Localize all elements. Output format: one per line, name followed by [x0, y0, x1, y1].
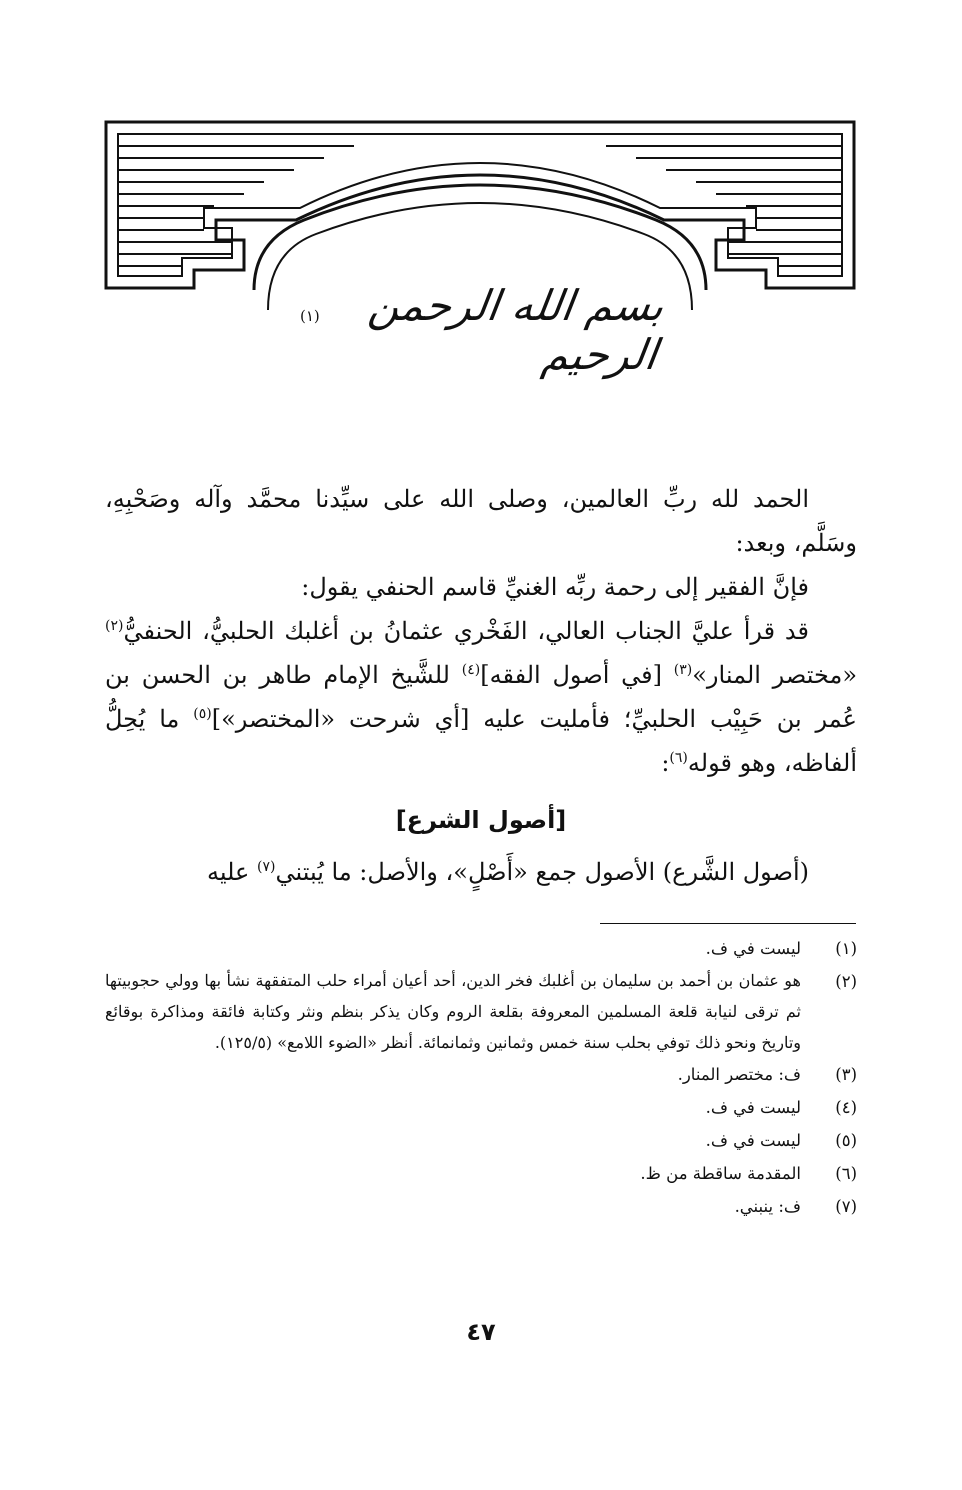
basmala-footnote-ref: (١): [300, 307, 320, 325]
section-text-a: (أصول الشَّرع) الأصول جمع «أَصْلٍ»، والأصل: ما يُبتني: [275, 858, 809, 886]
footnote-ref-4: (٤): [461, 662, 481, 678]
footnote-item: [105, 1190, 857, 1223]
intro-p3-text-f: :: [661, 749, 670, 777]
footnote-number: (٧): [835, 1197, 857, 1216]
section-text-b: عليه: [206, 858, 257, 886]
page-number: ٤٧: [466, 1318, 496, 1346]
footnote-ref-7: (٧): [257, 859, 276, 875]
section-paragraph: [105, 850, 857, 894]
footnote-number: (٣): [835, 1065, 857, 1084]
footnote-ref-6: (٦): [669, 750, 688, 766]
footnote-number: (٥): [835, 1131, 857, 1150]
footnote-text: ف: مختصر المنار.: [677, 1065, 801, 1084]
footnote-ref-3: (٣): [673, 662, 693, 678]
section-heading: [أصول الشرع]: [395, 806, 567, 834]
footnotes: [105, 932, 857, 1223]
footnote-separator: [600, 923, 856, 924]
footnote-item: [105, 1091, 857, 1124]
intro-p3-text-c: [في أصول الفقه]: [480, 661, 674, 689]
footnote-item: [105, 1058, 857, 1091]
footnote-text: ليست في ف.: [705, 1098, 801, 1117]
intro-paragraph-2: فإنَّ الفقير إلى رحمة ربِّه الغنيِّ قاسم الحنفي يقول:: [301, 573, 809, 601]
footnote-number: (٦): [835, 1164, 857, 1183]
footnote-text: هو عثمان بن أحمد بن سليمان بن أغلبك فخر الدين، أحد أعيان أمراء حلب المتفقهة نشأ بها وولي حجوبيتها ثم ترقى لنيابة قلعة المسلمين المعروفة بقلعة الروم وكان يذكر بنظم ونثر وكتابة فائقة ومذاكرة بوقائع وتاريخ ونحو ذلك توفي بحلب سنة خمس وثمانين وثمانمائة. أنظر «الضوء اللامع» (١٢٥/٥).: [105, 971, 801, 1052]
section-text: [105, 850, 857, 894]
intro-p3-text-e: ما يُحِلُّ ألفاظه، وهو قوله: [105, 705, 857, 777]
intro-paragraph-1: الحمد لله ربِّ العالمين، وصلى الله على سيِّدنا محمَّد وآله وصَحْبِهِ، وسَلَّم، وبعد:: [105, 485, 857, 557]
intro-p3-text-b: «مختصر المنار»: [692, 661, 858, 689]
footnote-item: [105, 932, 857, 965]
basmala-text: بسم الله الرحمن الرحيم: [365, 281, 667, 379]
basmala-calligraphy: [300, 281, 667, 379]
footnote-ref-5: (٥): [193, 706, 212, 722]
footnote-text: المقدمة ساقطة من ظ.: [640, 1164, 801, 1183]
footnote-text: ليست في ف.: [705, 939, 801, 958]
intro-p3-text-a: قد قرأ عليَّ الجناب العالي، الفَخْري عثمانُ بن أغلبك الحلبيُّ، الحنفيُّ: [123, 617, 809, 645]
footnote-number: (١): [835, 939, 857, 958]
intro-p3-text-d: للشَّيخ الإمام طاهر بن الحسن بن عُمر بن حَبِيْب الحلبيِّ؛ فأمليت عليه [أي شرحت «المختصر»]: [105, 661, 857, 733]
footnote-text: ف: ينبني.: [734, 1197, 801, 1216]
footnote-item: [105, 1157, 857, 1190]
footnote-item: [105, 1124, 857, 1157]
footnote-number: (٤): [835, 1098, 857, 1117]
footnote-ref-2: (٢): [105, 618, 124, 634]
intro-text: [105, 477, 857, 785]
footnote-item: [105, 965, 857, 1058]
intro-paragraph-3: [105, 609, 857, 785]
footnote-text: ليست في ف.: [705, 1131, 801, 1150]
footnote-number: (٢): [835, 972, 857, 991]
